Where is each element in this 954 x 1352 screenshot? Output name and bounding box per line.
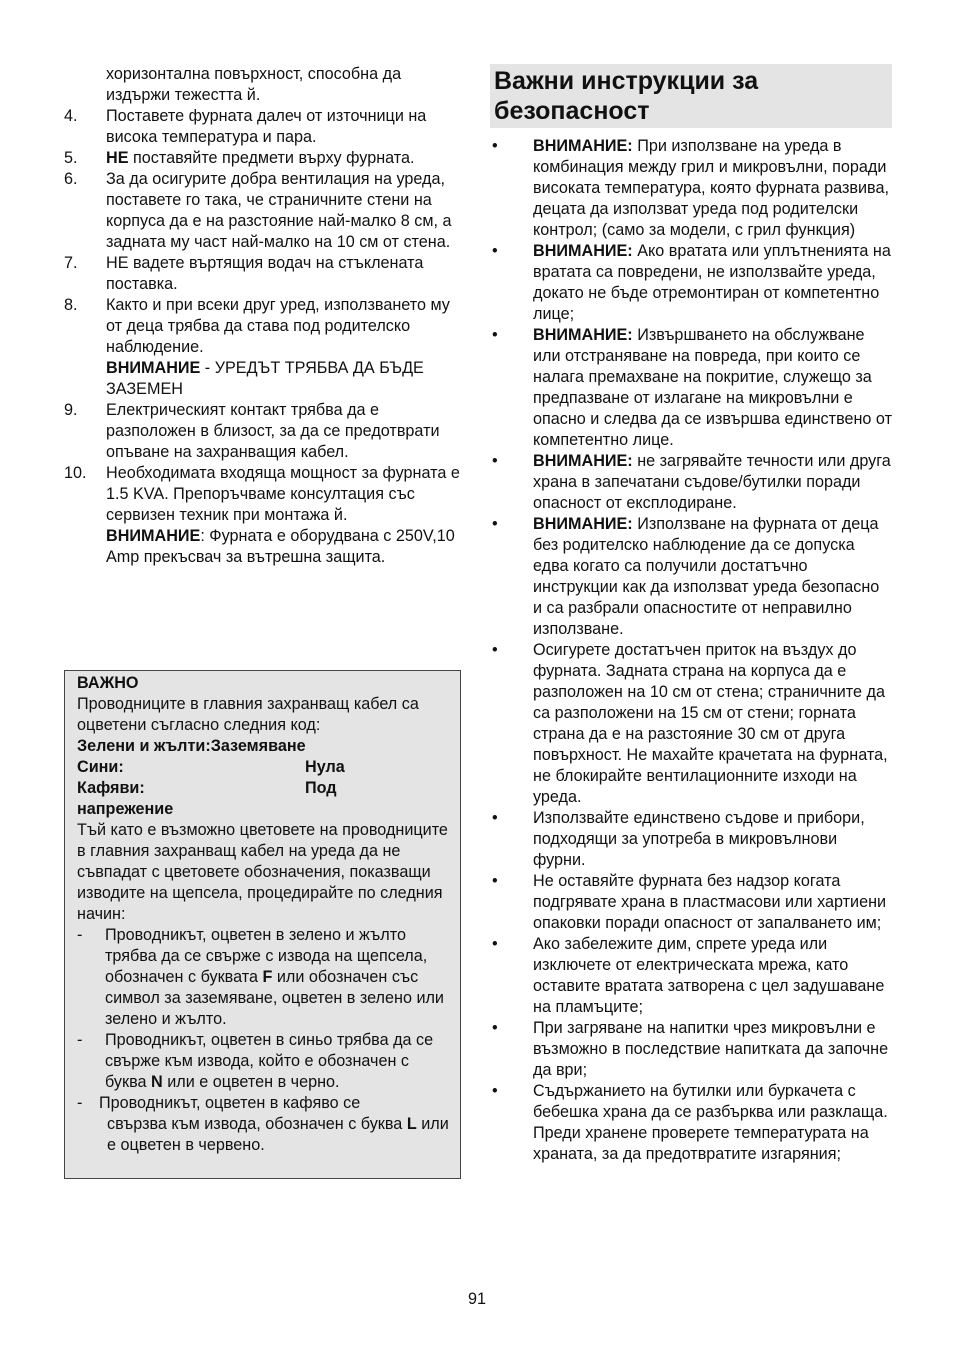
bullet-dot: •: [492, 1019, 498, 1037]
right-column: [490, 64, 892, 1165]
bullet-text: При загряване на напитки чрез микровълни е възможно в последствие напитката да започне да ври;: [533, 1019, 889, 1079]
bullet-item: [490, 808, 892, 871]
code-brown-value: Под: [305, 779, 337, 797]
dash-text: свързва към извода, обозначен с буква: [107, 1115, 407, 1133]
item-text: Електрическият контакт трябва да е разположен в близост, за да се предотврати опъване на захранващия кабел.: [106, 401, 440, 461]
code-brown-key: Кафяви:: [77, 779, 145, 797]
bullet-item: [490, 514, 892, 640]
warning-text: - УРЕДЪТ ТРЯБВА ДА БЪДЕ ЗАЗЕМЕН: [106, 359, 424, 398]
bullet-bold: ВНИМАНИЕ:: [533, 452, 633, 470]
code-brown-cont-text: напрежение: [77, 800, 174, 818]
bullet-item: [490, 1081, 892, 1165]
bullet-item: [490, 871, 892, 934]
bullet-text: Използвайте единствено съдове и прибори, подходящи за употреба в микровълнови фурни.: [533, 809, 865, 869]
dash: -: [77, 1031, 83, 1049]
bullet-item: [490, 1018, 892, 1081]
list-item-8: [64, 295, 464, 400]
dash-text: Проводникът, оцветен в кафяво се: [99, 1094, 361, 1112]
dash-item-brown: [77, 1093, 450, 1156]
box-paragraph: Тъй като е възможно цветовете на проводниците в главния захранващ кабел на уреда да не съвпадат с цветовете обозначения, показващи изводите на щепсела, процедирайте по следния начин:: [77, 821, 448, 923]
list-item-5: [64, 148, 464, 169]
warning-text: : Фурната е оборудвана с 250V,10 Amp прекъсвач за вътрешна защита.: [106, 527, 455, 566]
important-box: [64, 670, 461, 1179]
dash-text: Проводникът, оцветен в зелено и жълто трябва да се свърже с извода на щепсела, обозначен с буквата: [105, 926, 428, 986]
bullet-dot: •: [492, 242, 498, 260]
bullet-dot: •: [492, 809, 498, 827]
item-number: 4.: [64, 107, 78, 125]
dash-item-green: [77, 925, 450, 1030]
bullet-bold: ВНИМАНИЕ:: [533, 326, 633, 344]
bullet-item: [490, 640, 892, 808]
bullet-text: Съдържанието на бутилки или буркачета с бебешка храна да се разбърква или разклаща. Преди хранене проверете температурата на храната, за да предотвратите изгаряния;: [533, 1082, 888, 1163]
page-number: 91: [467, 1290, 486, 1308]
item-number: 10.: [64, 464, 87, 482]
bullet-dot: •: [492, 137, 498, 155]
dash-text: или е оцветен в черно.: [162, 1073, 340, 1091]
dash-text: Проводникът, оцветен в синьо трябва да се свърже към извода, който е обозначен с буква: [105, 1031, 434, 1091]
item-text: Поставете фурната далеч от източници на висока температура и пара.: [106, 107, 427, 146]
code-green-yellow-text: Зелени и жълти:Заземяване: [77, 737, 306, 755]
bullet-text: Ако забележите дим, спрете уреда или изключете от електрическата мрежа, като оставите вратата затворена с цел задушаване на пламъците;: [533, 935, 885, 1016]
dash-text: или е оцветен в червено.: [107, 1115, 449, 1154]
code-brown: [77, 778, 450, 799]
letter-l: L: [406, 1115, 417, 1133]
bullet-text: Извършването на обслужване или отстраняване на повреда, при които се налага премахване на покритие, служещо за предпазване от излагане на микровълни е опасно и следва да се извършва единствено от компетентно лице.: [533, 326, 892, 449]
bullet-dot: •: [492, 641, 498, 659]
warning-label: ВНИМАНИЕ: [106, 527, 201, 545]
item-text: НЕ вадете въртящия водач на стъклената поставка.: [106, 254, 424, 293]
item-warning: [106, 358, 464, 400]
left-column: [64, 64, 464, 568]
bullet-text: Осигурете достатъчен приток на въздух до фурната. Задната страна на корпуса да е разположен на 10 см от стена; страничните да са разположени на 15 см от стени; горната страна да е на разстояние 30 см от друга повърхност. Не махайте крачетата на фурната, не блокирайте вентилационните изходи на уреда.: [533, 641, 888, 806]
section-heading: Важни инструкции за безопасност: [490, 64, 892, 128]
bullet-text: не загрявайте течности или друга храна в запечатани съдове/бутилки поради опасност от експлодиране.: [533, 452, 891, 512]
code-blue: [77, 757, 450, 778]
intro-continuation: хоризонтална повърхност, способна да издържи тежестта й.: [106, 65, 402, 104]
bullet-bold: ВНИМАНИЕ:: [533, 242, 633, 260]
box-title: ВАЖНО: [77, 674, 139, 692]
item-text: поставяйте предмети върху фурната.: [128, 149, 415, 167]
dash-item-blue: [77, 1030, 450, 1093]
bullet-dot: •: [492, 1082, 498, 1100]
dash-text: или обозначен със символ за заземяване, оцветен в зелено или зелено и жълто.: [105, 968, 444, 1028]
bullet-item: [490, 934, 892, 1018]
bullet-text: Ако вратата или уплътненията на вратата са повредени, не използвайте уреда, докато не бъде отремонтиран от компетентно лице;: [533, 242, 891, 323]
item-warning: [106, 526, 464, 568]
item-bold: НЕ: [106, 149, 129, 167]
warning-label: ВНИМАНИЕ: [106, 359, 201, 377]
bullet-item: [490, 136, 892, 241]
item-number: 7.: [64, 254, 78, 272]
bullet-text: Използване на фурната от деца без родителско наблюдение да се допуска едва когато са получили достатъчно инструкции как да използват уреда безопасно и са разбрали опасностите от неправилно използване.: [533, 515, 880, 638]
bullet-item: [490, 241, 892, 325]
item-text: Както и при всеки друг уред, използването му от деца трябва да става под родителско наблюдение.: [106, 296, 450, 356]
item-number: 6.: [64, 170, 78, 188]
bullet-dot: •: [492, 326, 498, 344]
item-text: За да осигурите добра вентилация на уреда, поставете го така, че страничните стени на корпуса да е на разстояние най-малко 8 см, а задната му част най-малко на 10 см от стена.: [106, 170, 452, 251]
list-item-9: [64, 400, 464, 463]
bullet-dot: •: [492, 515, 498, 533]
bullet-item: [490, 451, 892, 514]
bullet-item: [490, 325, 892, 451]
code-brown-continuation: [77, 799, 450, 820]
list-item-10: [64, 463, 464, 568]
bullet-dot: •: [492, 452, 498, 470]
list-item-7: [64, 253, 464, 295]
item-number: 9.: [64, 401, 78, 419]
bullet-bold: ВНИМАНИЕ:: [533, 515, 633, 533]
box-intro: Проводниците в главния захранващ кабел са оцветени съгласно следния код:: [77, 695, 419, 734]
bullet-text: При използване на уреда в комбинация между грил и микровълни, поради високата температура, която фурната развива, децата да използват уреда под родителски контрол; (само за модели, с грил функция): [533, 137, 889, 239]
bullet-bold: ВНИМАНИЕ:: [533, 137, 633, 155]
bullet-dot: •: [492, 935, 498, 953]
code-green-yellow: [77, 736, 450, 757]
list-item-6: [64, 169, 464, 253]
letter-n: N: [151, 1073, 163, 1091]
dash: -: [77, 1094, 83, 1112]
item-number: 5.: [64, 149, 78, 167]
item-text: Необходимата входяща мощност за фурната е 1.5 KVA. Препоръчваме консултация със сервизен техник при монтажа й.: [106, 464, 460, 524]
item-number: 8.: [64, 296, 78, 314]
letter-f: F: [262, 968, 273, 986]
dash: -: [77, 926, 83, 944]
code-blue-value: Нула: [305, 758, 345, 776]
bullet-text: Не оставяйте фурната без надзор когата подгрявате храна в пластмасови или хартиени опаковки поради опасност от запалването им;: [533, 872, 887, 932]
code-blue-key: Сини:: [77, 758, 124, 776]
list-item-4: [64, 106, 464, 148]
bullet-dot: •: [492, 872, 498, 890]
